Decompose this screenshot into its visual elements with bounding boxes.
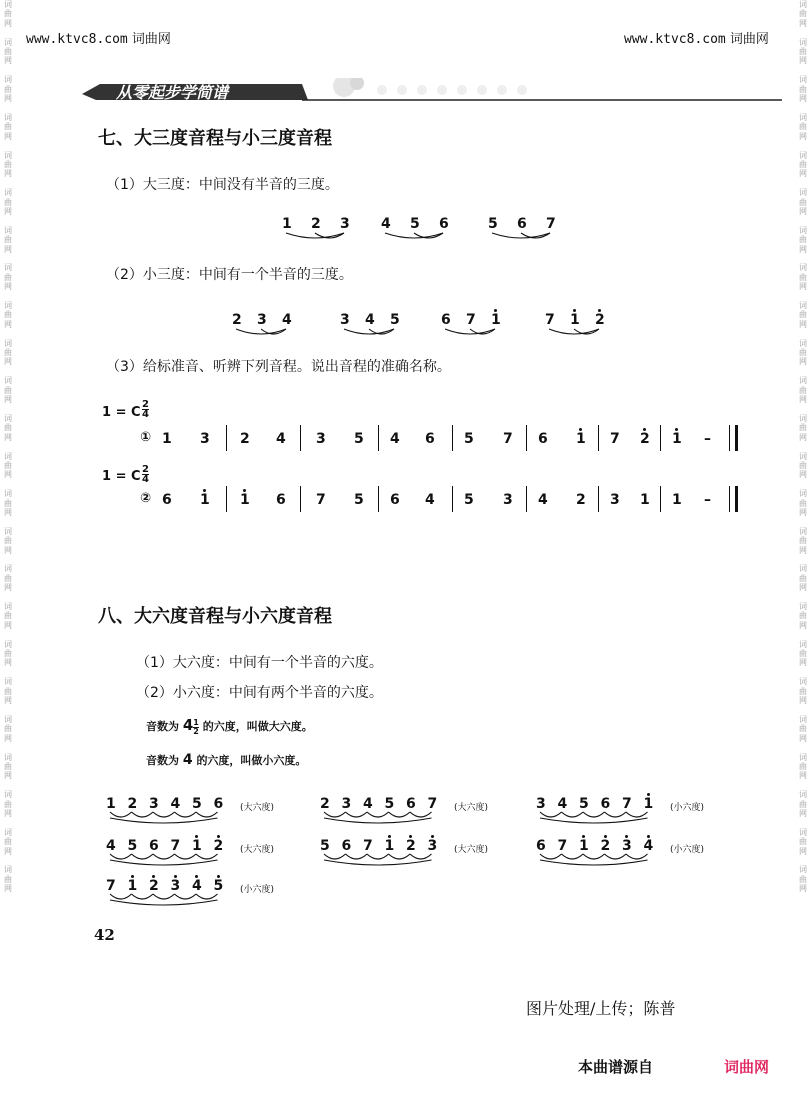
interval-note: 2 [595, 312, 605, 328]
sixth-slur [605, 812, 627, 817]
interval-note: 4 [381, 216, 391, 232]
section-8-heading: 八、大六度音程与小六度音程 [98, 606, 332, 627]
sixth-note: 2 [149, 878, 159, 894]
score-note: 4 [538, 492, 548, 508]
sixth-slur [346, 812, 368, 817]
exercise-2-mark: ② [140, 491, 152, 506]
sixth-slur [110, 894, 132, 899]
site-name: 词曲网 [131, 32, 171, 47]
score-note: 4 [276, 431, 286, 447]
sixth-note: 3 [536, 796, 546, 812]
sixth-note: 1 [106, 796, 116, 812]
sixth-slur [196, 894, 218, 899]
sixth-note: 5 [384, 796, 395, 812]
interval-name-label: (大六度) [454, 803, 489, 813]
score-note: 3 [200, 431, 210, 447]
sixth-note: 5 [127, 838, 138, 854]
sixth-note: 2 [127, 796, 138, 812]
sixth-slur [562, 854, 584, 859]
sixth-slur [605, 854, 627, 859]
sixth-note: 5 [320, 838, 330, 854]
key-signature: 1 = C [102, 469, 141, 484]
interval-note: 1 [491, 312, 501, 328]
sixth-slur [175, 894, 197, 899]
sixth-slur [324, 860, 432, 865]
section-7-item-2: （2）小三度：中间有一个半音的三度。 [106, 267, 353, 283]
score-note: 7 [503, 431, 513, 447]
score-note: – [704, 492, 711, 508]
sixth-note: 4 [106, 838, 116, 854]
interval-name-label: (大六度) [454, 845, 489, 855]
score-note: 6 [162, 492, 172, 508]
page-number: 42 [94, 926, 115, 944]
sixth-note: 3 [341, 796, 352, 812]
sixth-note: 1 [192, 838, 202, 854]
sixth-slur [132, 894, 154, 899]
sixth-slur [153, 854, 175, 859]
score-note: 7 [316, 492, 326, 508]
sixth-slur [540, 854, 562, 859]
watermark-strip-right: 词 曲 网 词 曲 网 词 曲 网 词 曲 网 词 曲 网 词 曲 网 词 曲 网 词 曲 网 词 曲 网 词 曲 网 词 曲 网 词 曲 网 词 曲 网 词 曲 网 词 曲 网 词 曲 网 词 曲 网 词 曲 网 词 曲 网 词 曲 网 词 曲 网 词 曲 网 词 曲 网 词 曲 网 [799, 0, 807, 894]
sixth-slur [540, 818, 648, 823]
interval-note: 5 [410, 216, 420, 232]
interval-note: 6 [517, 216, 527, 232]
major-sixth-definition: 音数为 4 $\frac{1}{2}$ 的六度，叫做大六度。 [146, 716, 313, 736]
sixth-slur [346, 854, 368, 859]
banner-title: 从零起步学简谱 [116, 83, 229, 102]
interval-name-label: (小六度) [670, 803, 705, 813]
score-note: 3 [610, 492, 620, 508]
sixth-slur [196, 854, 218, 859]
sixth-slur [410, 854, 432, 859]
sixth-slur [389, 812, 411, 817]
section-7-item-3: （3）给标准音、听辨下列音程。说出音程的准确名称。 [106, 359, 451, 375]
watermark-strip-left: 词 曲 网 词 曲 网 词 曲 网 词 曲 网 词 曲 网 词 曲 网 词 曲 网 词 曲 网 词 曲 网 词 曲 网 词 曲 网 词 曲 网 词 曲 网 词 曲 网 词 曲 网 词 曲 网 词 曲 网 词 曲 网 词 曲 网 词 曲 网 词 曲 网 词 曲 网 词 曲 网 词 曲 网 [4, 0, 12, 894]
sixth-slur [153, 812, 175, 817]
key-signature: 1 = C [102, 405, 141, 420]
site-url[interactable]: www.ktvc8.com [624, 32, 726, 47]
sixth-note: 3 [170, 878, 181, 894]
sixth-slur [324, 854, 346, 859]
interval-name-label: (小六度) [670, 845, 705, 855]
sixth-slur [153, 894, 175, 899]
sixth-note: 7 [106, 878, 116, 894]
interval-note: 7 [466, 312, 476, 328]
score-note: 3 [503, 492, 513, 508]
section-8-item-1: （1）大六度：中间有一个半音的六度。 [136, 655, 383, 671]
interval-note: 5 [390, 312, 400, 328]
sixth-note: 6 [536, 838, 546, 854]
interval-note: 7 [546, 216, 556, 232]
interval-note: 4 [282, 312, 292, 328]
score-note: 4 [390, 431, 400, 447]
sixth-note: 2 [213, 838, 224, 854]
sixth-note: 2 [320, 796, 330, 812]
exercise-1-mark: ① [140, 430, 152, 445]
score-note: 2 [640, 431, 650, 447]
interval-note: 6 [439, 216, 449, 232]
sixth-note: 2 [406, 838, 416, 854]
sixth-note: 4 [363, 796, 373, 812]
score-note: 3 [316, 431, 326, 447]
section-8-item-2: （2）小六度：中间有两个半音的六度。 [136, 685, 383, 701]
sixth-note: 7 [170, 838, 181, 854]
score-note: 2 [240, 431, 250, 447]
sixth-note: 6 [341, 838, 352, 854]
interval-name-label: (小六度) [240, 885, 275, 895]
sixth-note: 3 [622, 838, 632, 854]
score-note: 7 [610, 431, 620, 447]
score-note: 6 [390, 492, 400, 508]
sixth-slur [175, 854, 197, 859]
sixth-slur [110, 854, 132, 859]
score-note: 5 [464, 492, 474, 508]
sixth-slur [132, 854, 154, 859]
interval-note: 1 [570, 312, 580, 328]
sixth-slur [562, 812, 584, 817]
interval-note: 6 [441, 312, 451, 328]
score-note: 5 [354, 431, 364, 447]
interval-note: 7 [545, 312, 555, 328]
sixth-note: 1 [643, 796, 654, 812]
score-note: 6 [276, 492, 286, 508]
score-note: – [704, 431, 711, 447]
sixth-slur [410, 812, 432, 817]
sixth-note: 5 [192, 796, 202, 812]
sixth-slur [583, 812, 605, 817]
sixth-note: 7 [557, 838, 568, 854]
sixth-slur [196, 812, 218, 817]
upload-credit: 图片处理/上传；陈普 [526, 999, 676, 1018]
section-7-item-1: （1）大三度：中间没有半音的三度。 [106, 177, 339, 193]
sixth-slur [367, 854, 389, 859]
sixth-note: 3 [149, 796, 159, 812]
sixth-note: 5 [579, 796, 589, 812]
interval-name-label: (大六度) [240, 803, 275, 813]
score-note: 5 [464, 431, 474, 447]
score-note: 1 [640, 492, 650, 508]
sixth-slur [110, 860, 218, 865]
score-note: 1 [200, 492, 210, 508]
source-label: 本曲谱源自 [578, 1058, 654, 1076]
interval-note: 3 [257, 312, 267, 328]
sixth-slur [367, 812, 389, 817]
sixth-note: 4 [170, 796, 181, 812]
sixth-note: 6 [149, 838, 159, 854]
sixth-note: 4 [643, 838, 654, 854]
score-note: 6 [425, 431, 435, 447]
score-note: 5 [354, 492, 364, 508]
sixth-slur [132, 812, 154, 817]
time-signature: 2 4 [142, 464, 149, 485]
score-note: 1 [672, 431, 682, 447]
interval-note: 2 [232, 312, 242, 328]
score-note: 1 [240, 492, 250, 508]
interval-note: 4 [365, 312, 375, 328]
interval-note: 3 [340, 216, 350, 232]
site-name: 词曲网 [729, 32, 769, 47]
score-note: 1 [672, 492, 682, 508]
sixth-slur [626, 812, 648, 817]
interval-name-label: (大六度) [240, 845, 275, 855]
score-note: 1 [162, 431, 172, 447]
minor-sixth-definition: 音数为 4 的六度，叫做小六度。 [146, 752, 307, 768]
sixth-slur [324, 818, 432, 823]
sixth-note: 7 [622, 796, 632, 812]
interval-note: 1 [282, 216, 292, 232]
sixth-slur [389, 854, 411, 859]
sixth-slur [110, 900, 218, 905]
sixth-slur [540, 860, 648, 865]
interval-note: 2 [311, 216, 321, 232]
sixth-note: 4 [557, 796, 568, 812]
sixth-note: 1 [579, 838, 589, 854]
time-signature: 2 4 [142, 399, 149, 420]
site-url[interactable]: www.ktvc8.com [26, 32, 128, 47]
sixth-slur [175, 812, 197, 817]
sixth-note: 6 [406, 796, 416, 812]
interval-note: 5 [488, 216, 498, 232]
sixth-note: 7 [427, 796, 438, 812]
interval-note: 3 [340, 312, 350, 328]
sixth-note: 1 [384, 838, 395, 854]
sixth-slur [110, 812, 132, 817]
sixth-slur [540, 812, 562, 817]
sixth-slur [324, 812, 346, 817]
section-7-heading: 七、大三度音程与小三度音程 [98, 128, 332, 149]
score-note: 1 [576, 431, 586, 447]
score-note: 2 [576, 492, 586, 508]
sixth-note: 4 [192, 878, 202, 894]
sixth-slur [626, 854, 648, 859]
sixth-note: 6 [600, 796, 611, 812]
score-note: 4 [425, 492, 435, 508]
sixth-slur [583, 854, 605, 859]
sixth-note: 2 [600, 838, 611, 854]
sixth-note: 5 [213, 878, 224, 894]
sixth-note: 6 [213, 796, 224, 812]
sixth-slur [110, 818, 218, 823]
sixth-note: 1 [127, 878, 138, 894]
sixth-note: 7 [363, 838, 373, 854]
score-note: 6 [538, 431, 548, 447]
sixth-note: 3 [427, 838, 438, 854]
source-site[interactable]: 词曲网 [724, 1058, 770, 1076]
